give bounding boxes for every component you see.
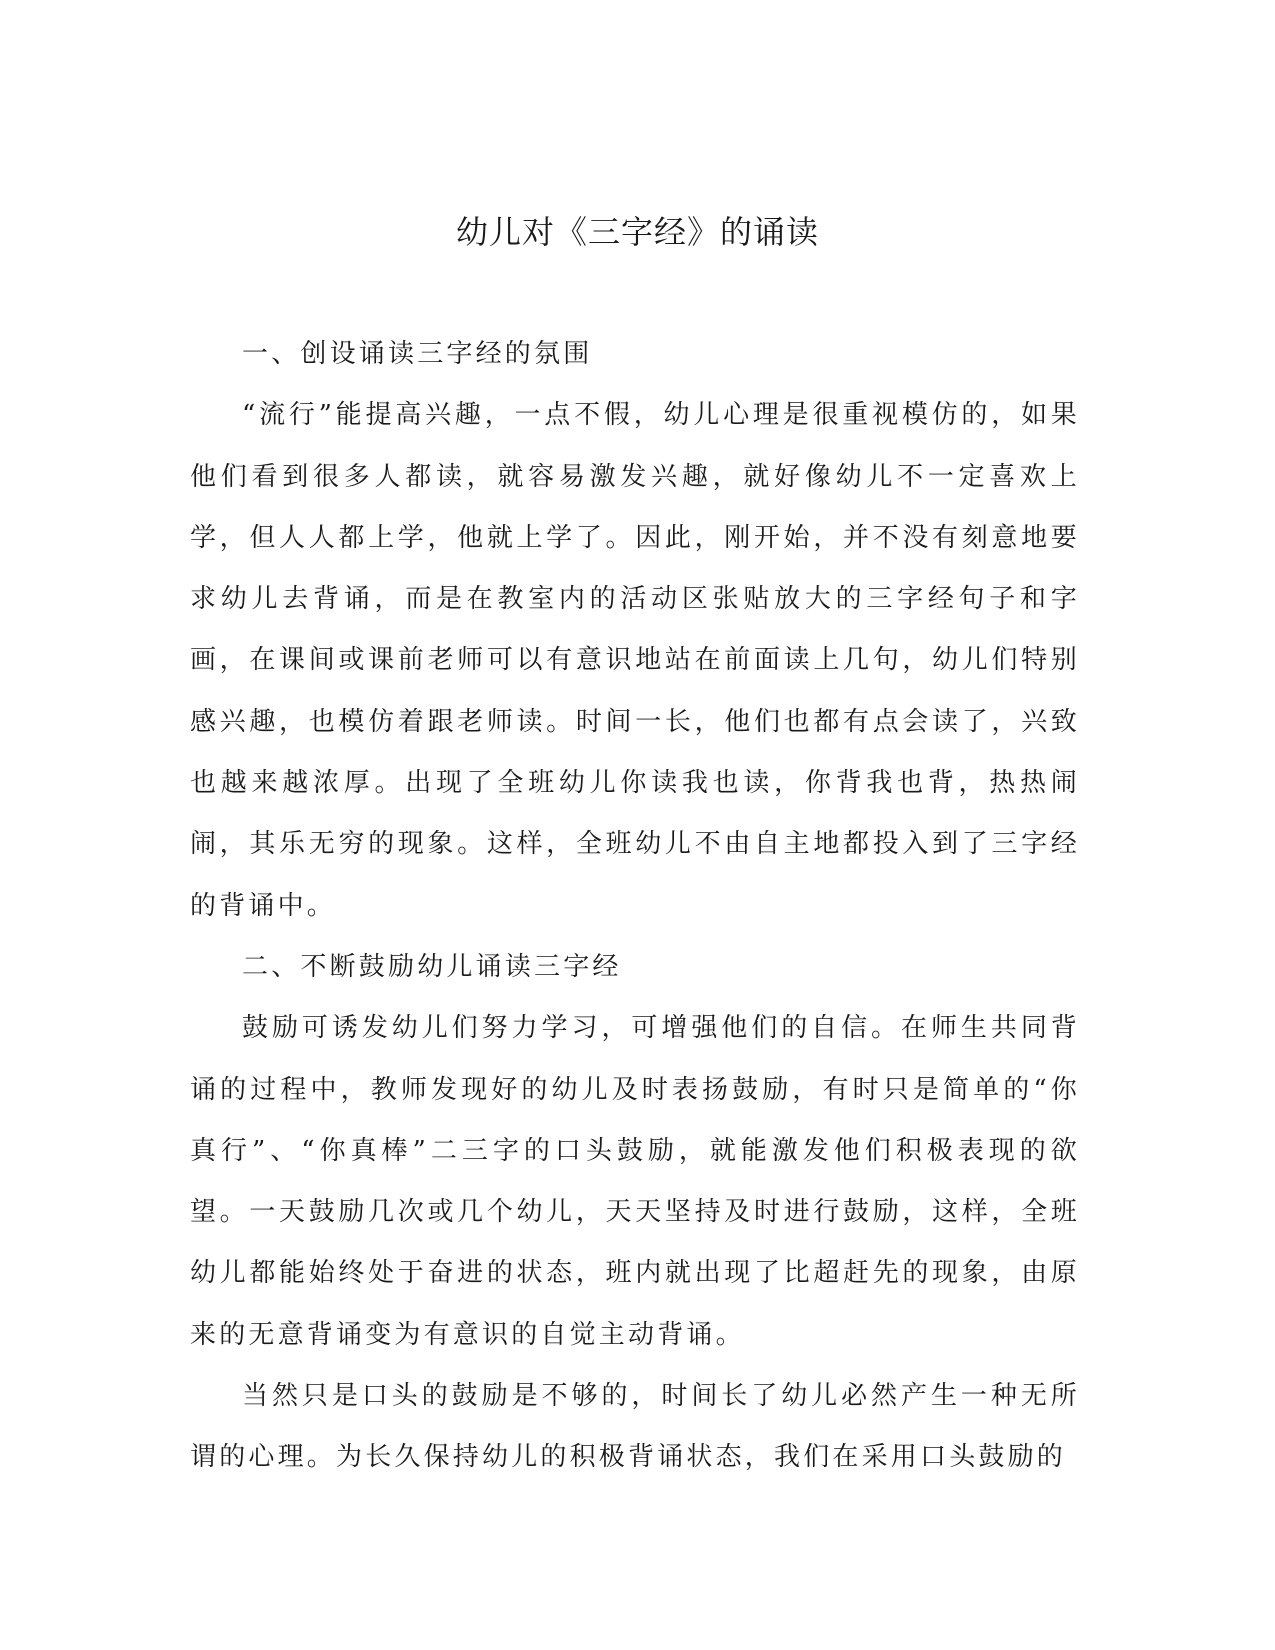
section-heading-2: 二、不断鼓励幼儿诵读三字经 <box>242 951 622 982</box>
paragraph-2: 鼓励可诱发幼儿们努力学习，可增强他们的自信。在师生共同背诵的过程中，教师发现好的幼儿及时表扬鼓励，有时只是简单的“你真行”、“你真棒”二三字的口头鼓励，就能激发他们积极表现的欲望。一天鼓励几次或几个幼儿，天天坚持及时进行鼓励，这样，全班幼儿都能始终处于奋进的状态，班内就出现了比超赶先的现象，由原来的无意背诵变为有意识的自觉主动背诵。 <box>190 1013 1080 1350</box>
document-title: 幼儿对《三字经》的诵读 <box>455 213 819 251</box>
section-heading-1: 一、创设诵读三字经的氛围 <box>242 339 593 369</box>
paragraph-1: “流行”能提高兴趣，一点不假，幼儿心理是很重视模仿的，如果他们看到很多人都读，就容易激发兴趣，就好像幼儿不一定喜欢上学，但人人都上学，他就上学了。因此，刚开始，并不没有刻意地要求幼儿去背诵，而是在教室内的活动区张贴放大的三字经句子和字画，在课间或课前老师可以有意识地站在前面读上几句，幼儿们特别感兴趣，也模仿着跟老师读。时间一长，他们也都有点会读了，兴致也越来越浓厚。出现了全班幼儿你读我也读，你背我也背，热热闹闹，其乐无穷的现象。这样，全班幼儿不由自主地都投入到了三字经的背诵中。 <box>190 400 1080 921</box>
document-body <box>190 324 1080 1489</box>
paragraph-3: 当然只是口头的鼓励是不够的，时间长了幼儿必然产生一种无所谓的心理。为长久保持幼儿的积极背诵状态，我们在采用口头鼓励的 <box>190 1381 1080 1473</box>
